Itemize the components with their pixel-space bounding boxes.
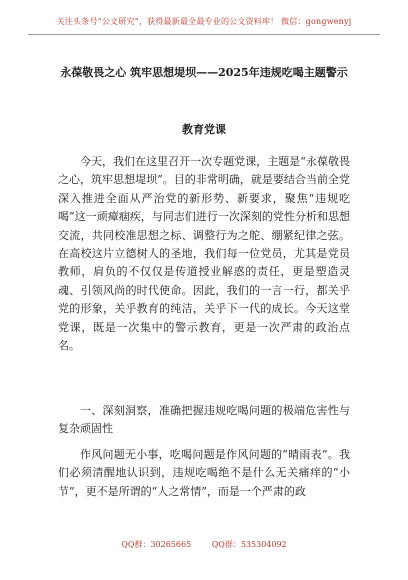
document-subtitle: 教育党课 xyxy=(182,123,226,136)
section-heading-one: 一、深刻洞察，准确把握违规吃喝问题的极端危害性与复杂顽固性 xyxy=(58,404,350,436)
body-paragraph-section-one: 作风问题无小事，吃喝问题是作风问题的“晴雨表”。我们必须清醒地认识到，违规吃喝绝不是什么无关痛痒的“小节”，更不是所谓的“人之常情”，而是一个严肃的政 xyxy=(58,448,350,498)
footer xyxy=(28,539,380,550)
header-divider xyxy=(28,34,380,35)
footer-qq-group-1: QQ群：30265665 xyxy=(121,540,192,549)
document-title: 永葆敬畏之心 筑牢思想堤坝——2025年违规吃喝主题警示 xyxy=(60,66,348,79)
header-banner: 关注头条号“公文研究”，获得最新最全最专业的公文资料库！ 微信：gongwenyj xyxy=(56,17,352,26)
body-paragraph-intro: 今天，我们在这里召开一次专题党课，主题是“永葆敬畏之心，筑牢思想堤坝”。目的非常明确，就是要结合当前全党深入推进全面从严治党的新形势、新要求，聚焦“违规吃喝”这一顽瘴痼疾，与同志们进行一次深刻的党性分析和思想交流，共同校准思想之标、调整行为之舵、绷紧纪律之弦。在高校这片立德树人的圣地，我们每一位党员，尤其是党员教师，肩负的不仅仅是传道授业解惑的责任，更是塑造灵魂、引领风尚的时代使命。因此，我们的一言一行，都关乎党的形象，关乎教育的纯洁，关乎下一代的成长。今天这堂党课，既是一次集中的警示教育，更是一次严肃的政治点名。 xyxy=(58,155,350,353)
footer-qq-group-2: QQ群：535304092 xyxy=(211,540,287,549)
